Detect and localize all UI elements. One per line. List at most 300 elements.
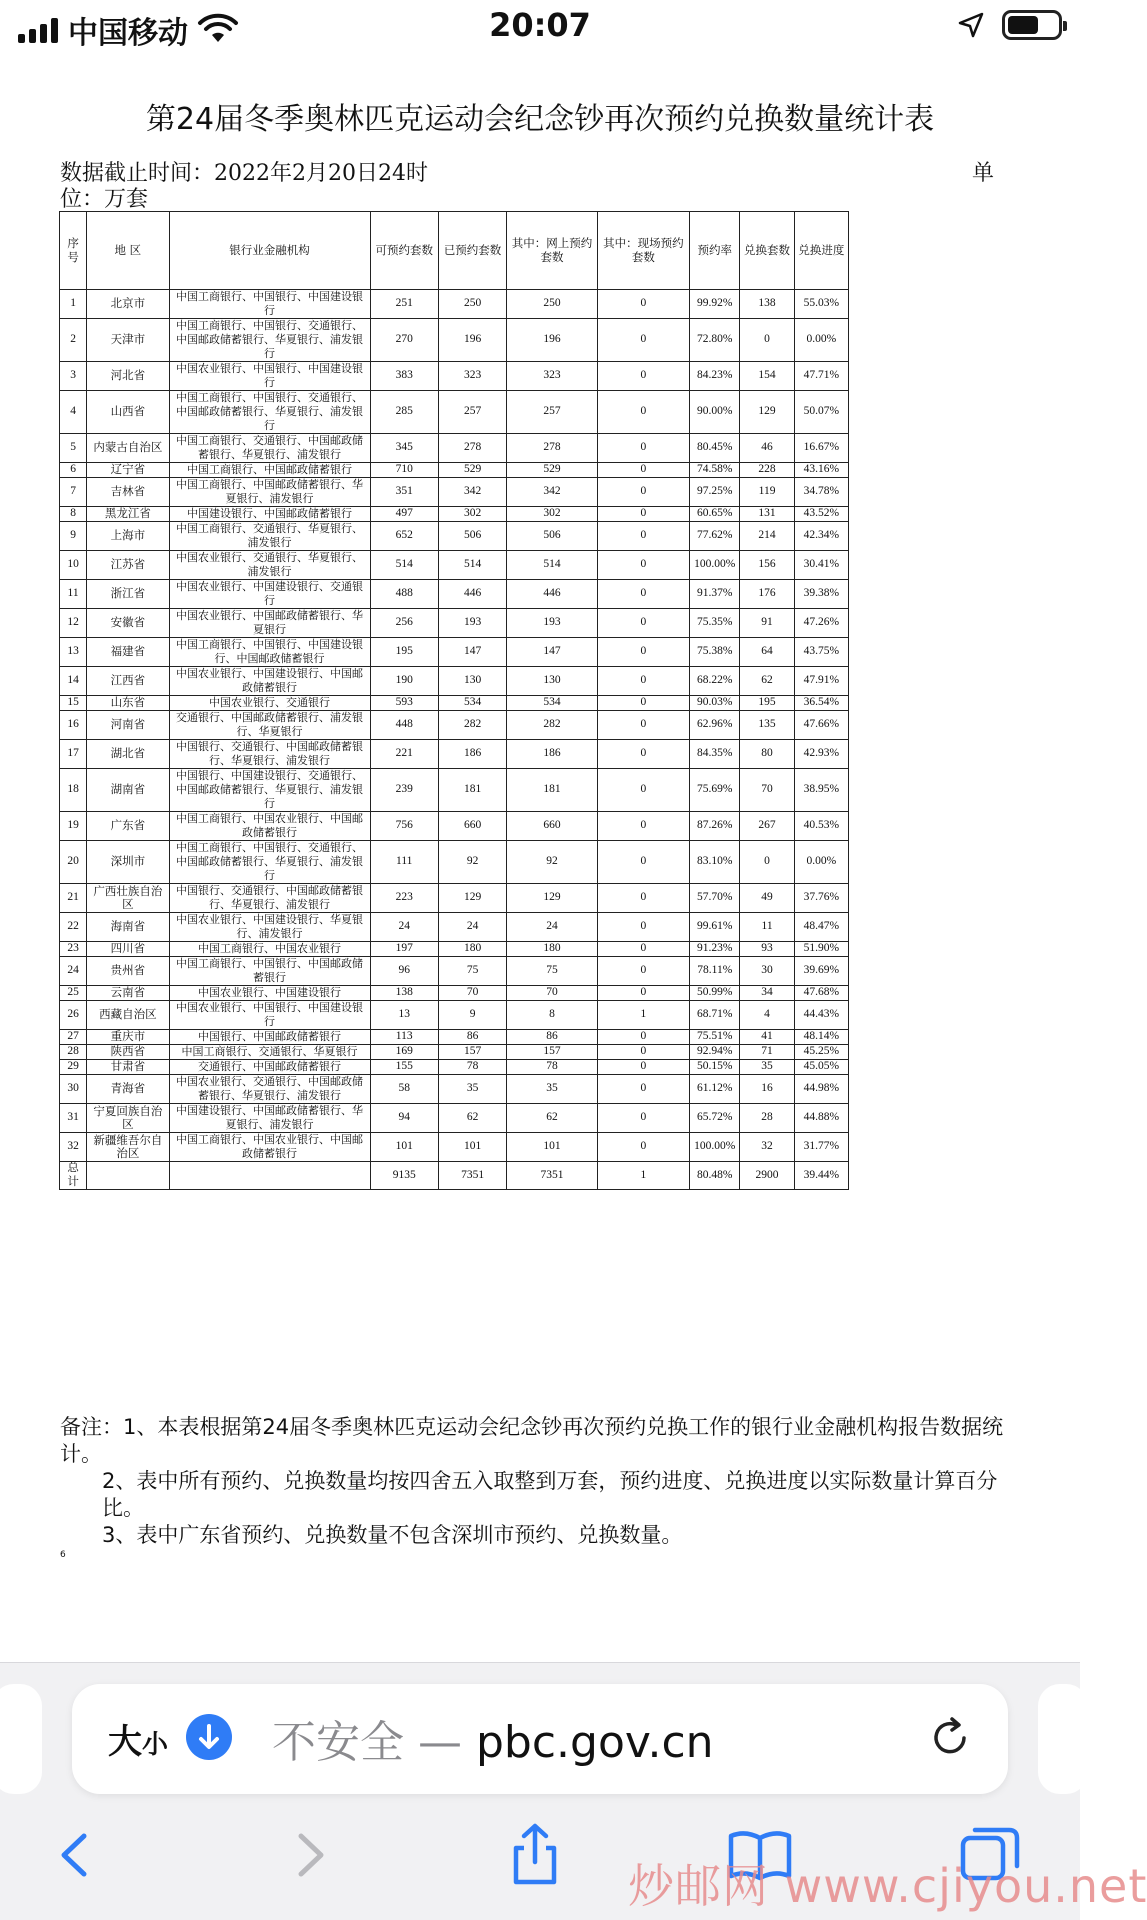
row-exchanged: 267 — [740, 812, 794, 841]
row-region: 河北省 — [87, 362, 169, 391]
row-region: 广东省 — [87, 812, 169, 841]
row-reservation-rate: 65.72% — [690, 1104, 740, 1133]
row-exchange-progress: 45.05% — [794, 1060, 848, 1075]
row-index: 3 — [60, 362, 87, 391]
row-available: 111 — [370, 841, 438, 884]
row-reserved: 130 — [438, 667, 506, 696]
row-onsite: 0 — [597, 711, 689, 740]
row-online: 35 — [507, 1075, 597, 1104]
row-available: 169 — [370, 1045, 438, 1060]
row-exchanged: 41 — [740, 1030, 794, 1045]
row-reservation-rate: 87.26% — [690, 812, 740, 841]
row-online: 24 — [507, 913, 597, 942]
share-icon[interactable] — [500, 1820, 570, 1890]
unit-label-part2: 位：万套 — [60, 187, 149, 212]
row-online: 282 — [507, 711, 597, 740]
row-reserved: 101 — [438, 1133, 506, 1162]
row-institutions: 中国建设银行、中国邮政储蓄银行、华夏银行、浦发银行 — [169, 1104, 370, 1133]
row-online: 129 — [507, 884, 597, 913]
row-index: 25 — [60, 986, 87, 1001]
row-exchange-progress: 40.53% — [794, 812, 848, 841]
total-row-online: 7351 — [507, 1162, 597, 1190]
row-available: 448 — [370, 711, 438, 740]
row-exchanged: 35 — [740, 1060, 794, 1075]
row-onsite: 0 — [597, 812, 689, 841]
row-index: 2 — [60, 319, 87, 362]
row-reservation-rate: 61.12% — [690, 1075, 740, 1104]
row-onsite: 0 — [597, 522, 689, 551]
row-region: 深圳市 — [87, 841, 169, 884]
row-available: 195 — [370, 638, 438, 667]
header-cell: 已预约套数 — [438, 212, 506, 290]
row-available: 514 — [370, 551, 438, 580]
row-region: 甘肃省 — [87, 1060, 169, 1075]
previous-tab-preview[interactable] — [0, 1684, 42, 1794]
row-exchange-progress: 47.66% — [794, 711, 848, 740]
header-cell: 可预约套数 — [370, 212, 438, 290]
row-exchange-progress: 44.98% — [794, 1075, 848, 1104]
table-row — [60, 1045, 849, 1060]
row-online: 8 — [507, 1001, 597, 1030]
row-index: 22 — [60, 913, 87, 942]
row-index: 28 — [60, 1045, 87, 1060]
row-institutions: 中国工商银行、中国银行、中国建设银行 — [169, 290, 370, 319]
row-index: 17 — [60, 740, 87, 769]
row-exchange-progress: 43.52% — [794, 507, 848, 522]
page-title: 第24届冬季奥林匹克运动会纪念钞再次预约兑换数量统计表 — [145, 102, 935, 137]
row-reserved: 446 — [438, 580, 506, 609]
row-institutions: 中国工商银行、中国农业银行、中国邮政储蓄银行 — [169, 1133, 370, 1162]
row-reserved: 180 — [438, 942, 506, 957]
row-online: 529 — [507, 463, 597, 478]
clock: 20:07 — [489, 6, 591, 44]
table-row — [60, 522, 849, 551]
row-available: 593 — [370, 696, 438, 711]
row-online: 257 — [507, 391, 597, 434]
row-reserved: 278 — [438, 434, 506, 463]
row-reservation-rate: 75.38% — [690, 638, 740, 667]
row-region: 湖南省 — [87, 769, 169, 812]
row-online: 62 — [507, 1104, 597, 1133]
row-index: 19 — [60, 812, 87, 841]
row-available: 190 — [370, 667, 438, 696]
row-exchanged: 129 — [740, 391, 794, 434]
row-exchanged: 195 — [740, 696, 794, 711]
row-region: 安徽省 — [87, 609, 169, 638]
row-online: 323 — [507, 362, 597, 391]
table-row — [60, 711, 849, 740]
row-onsite: 0 — [597, 1045, 689, 1060]
row-index: 16 — [60, 711, 87, 740]
row-exchanged: 176 — [740, 580, 794, 609]
forward-icon[interactable] — [275, 1820, 345, 1890]
row-reserved: 86 — [438, 1030, 506, 1045]
row-region: 河南省 — [87, 711, 169, 740]
row-institutions: 中国农业银行、中国建设银行、交通银行 — [169, 580, 370, 609]
row-exchanged: 11 — [740, 913, 794, 942]
row-exchanged: 93 — [740, 942, 794, 957]
table-row — [60, 942, 849, 957]
row-exchanged: 154 — [740, 362, 794, 391]
note-2: 2、表中所有预约、兑换数量均按四舍五入取整到万套，预约进度、兑换进度以实际数量计算百分比。 — [102, 1469, 998, 1520]
row-available: 113 — [370, 1030, 438, 1045]
row-region: 江西省 — [87, 667, 169, 696]
row-institutions: 中国工商银行、交通银行、华夏银行、浦发银行 — [169, 522, 370, 551]
row-online: 193 — [507, 609, 597, 638]
row-index: 27 — [60, 1030, 87, 1045]
row-exchange-progress: 31.77% — [794, 1133, 848, 1162]
row-reservation-rate: 50.15% — [690, 1060, 740, 1075]
row-index: 11 — [60, 580, 87, 609]
row-institutions: 中国工商银行、中国银行、中国建设银行、中国邮政储蓄银行 — [169, 638, 370, 667]
row-available: 221 — [370, 740, 438, 769]
row-exchange-progress: 51.90% — [794, 942, 848, 957]
row-region: 湖北省 — [87, 740, 169, 769]
row-exchange-progress: 39.69% — [794, 957, 848, 986]
row-exchange-progress: 50.07% — [794, 391, 848, 434]
row-exchange-progress: 47.91% — [794, 667, 848, 696]
row-reservation-rate: 74.58% — [690, 463, 740, 478]
row-institutions: 中国农业银行、交通银行、中国邮政储蓄银行、华夏银行、浦发银行 — [169, 1075, 370, 1104]
row-region: 北京市 — [87, 290, 169, 319]
row-region: 贵州省 — [87, 957, 169, 986]
row-reservation-rate: 90.00% — [690, 391, 740, 434]
row-online: 196 — [507, 319, 597, 362]
location-arrow-icon — [958, 12, 984, 38]
row-exchange-progress: 44.88% — [794, 1104, 848, 1133]
table-row — [60, 478, 849, 507]
row-index: 9 — [60, 522, 87, 551]
header-cell: 其中：现场预约套数 — [597, 212, 689, 290]
table-row — [60, 769, 849, 812]
row-exchanged: 4 — [740, 1001, 794, 1030]
row-exchanged: 0 — [740, 841, 794, 884]
row-onsite: 0 — [597, 638, 689, 667]
row-exchanged: 70 — [740, 769, 794, 812]
table-row — [60, 667, 849, 696]
row-onsite: 0 — [597, 957, 689, 986]
row-reserved: 196 — [438, 319, 506, 362]
row-available: 383 — [370, 362, 438, 391]
note-1: 备注：1、本表根据第24届冬季奥林匹克运动会纪念钞再次预约兑换工作的银行业金融机构报告数据统计。 — [60, 1415, 1004, 1466]
row-reserved: 157 — [438, 1045, 506, 1060]
download-icon[interactable] — [186, 1714, 232, 1760]
row-region: 云南省 — [87, 986, 169, 1001]
row-index: 26 — [60, 1001, 87, 1030]
row-online: 342 — [507, 478, 597, 507]
row-available: 239 — [370, 769, 438, 812]
row-exchange-progress: 47.68% — [794, 986, 848, 1001]
status-bar — [0, 0, 1080, 54]
table-row — [60, 986, 849, 1001]
header-cell: 预约率 — [690, 212, 740, 290]
row-exchange-progress: 0.00% — [794, 841, 848, 884]
table-row — [60, 841, 849, 884]
table-row — [60, 551, 849, 580]
next-tab-preview[interactable] — [1038, 1684, 1088, 1794]
row-region: 吉林省 — [87, 478, 169, 507]
row-exchanged: 34 — [740, 986, 794, 1001]
row-region: 黑龙江省 — [87, 507, 169, 522]
row-available: 197 — [370, 942, 438, 957]
row-region: 上海市 — [87, 522, 169, 551]
table-row — [60, 884, 849, 913]
row-exchange-progress: 42.34% — [794, 522, 848, 551]
row-institutions: 中国银行、交通银行、中国邮政储蓄银行、华夏银行、浦发银行 — [169, 884, 370, 913]
row-reservation-rate: 83.10% — [690, 841, 740, 884]
row-reserved: 35 — [438, 1075, 506, 1104]
row-index: 8 — [60, 507, 87, 522]
row-exchanged: 46 — [740, 434, 794, 463]
row-reserved: 506 — [438, 522, 506, 551]
row-onsite: 0 — [597, 942, 689, 957]
row-reservation-rate: 92.94% — [690, 1045, 740, 1060]
table-row — [60, 391, 849, 434]
row-institutions: 中国农业银行、交通银行 — [169, 696, 370, 711]
row-reservation-rate: 90.03% — [690, 696, 740, 711]
row-index: 5 — [60, 434, 87, 463]
row-exchanged: 28 — [740, 1104, 794, 1133]
row-exchange-progress: 36.54% — [794, 696, 848, 711]
row-available: 94 — [370, 1104, 438, 1133]
row-reserved: 529 — [438, 463, 506, 478]
text-size-button[interactable]: 大小 — [108, 1722, 169, 1762]
row-available: 96 — [370, 957, 438, 986]
row-institutions: 中国银行、中国建设银行、交通银行、中国邮政储蓄银行、华夏银行、浦发银行 — [169, 769, 370, 812]
row-reserved: 302 — [438, 507, 506, 522]
row-exchange-progress: 47.26% — [794, 609, 848, 638]
row-exchange-progress: 43.16% — [794, 463, 848, 478]
row-institutions: 中国农业银行、中国建设银行 — [169, 986, 370, 1001]
total-row-onsite: 1 — [597, 1162, 689, 1190]
row-reserved: 78 — [438, 1060, 506, 1075]
row-online: 101 — [507, 1133, 597, 1162]
row-reserved: 181 — [438, 769, 506, 812]
row-reservation-rate: 97.25% — [690, 478, 740, 507]
row-region: 山西省 — [87, 391, 169, 434]
row-reserved: 323 — [438, 362, 506, 391]
row-exchange-progress: 39.38% — [794, 580, 848, 609]
row-onsite: 0 — [597, 1060, 689, 1075]
table-row — [60, 1030, 849, 1045]
row-reservation-rate: 68.71% — [690, 1001, 740, 1030]
address-bar[interactable] — [72, 1684, 1008, 1794]
row-reservation-rate: 77.62% — [690, 522, 740, 551]
row-onsite: 0 — [597, 1075, 689, 1104]
row-reserved: 147 — [438, 638, 506, 667]
row-exchanged: 64 — [740, 638, 794, 667]
row-exchange-progress: 37.76% — [794, 884, 848, 913]
row-index: 24 — [60, 957, 87, 986]
total-row-exchange-progress: 39.44% — [794, 1162, 848, 1190]
row-exchange-progress: 42.93% — [794, 740, 848, 769]
row-exchanged: 91 — [740, 609, 794, 638]
pdf-document[interactable] — [0, 54, 1080, 1654]
row-region: 新疆维吾尔自治区 — [87, 1133, 169, 1162]
row-exchange-progress: 45.25% — [794, 1045, 848, 1060]
row-institutions: 中国工商银行、中国邮政储蓄银行、华夏银行、浦发银行 — [169, 478, 370, 507]
row-onsite: 0 — [597, 1104, 689, 1133]
row-onsite: 0 — [597, 290, 689, 319]
row-available: 256 — [370, 609, 438, 638]
row-reservation-rate: 50.99% — [690, 986, 740, 1001]
row-online: 157 — [507, 1045, 597, 1060]
row-onsite: 0 — [597, 696, 689, 711]
row-index: 31 — [60, 1104, 87, 1133]
row-exchanged: 228 — [740, 463, 794, 478]
row-online: 180 — [507, 942, 597, 957]
row-region: 陕西省 — [87, 1045, 169, 1060]
row-reserved: 186 — [438, 740, 506, 769]
row-index: 15 — [60, 696, 87, 711]
row-reservation-rate: 91.37% — [690, 580, 740, 609]
table-row — [60, 1133, 849, 1162]
row-institutions: 中国工商银行、交通银行、中国邮政储蓄银行、华夏银行、浦发银行 — [169, 434, 370, 463]
row-onsite: 0 — [597, 667, 689, 696]
table-row — [60, 1075, 849, 1104]
row-exchanged: 156 — [740, 551, 794, 580]
header-cell: 兑换进度 — [794, 212, 848, 290]
row-exchange-progress: 38.95% — [794, 769, 848, 812]
table-row — [60, 1001, 849, 1030]
row-onsite: 0 — [597, 580, 689, 609]
row-online: 660 — [507, 812, 597, 841]
unit-label-part1: 单 — [972, 161, 995, 186]
row-exchange-progress: 0.00% — [794, 319, 848, 362]
row-exchange-progress: 34.78% — [794, 478, 848, 507]
row-institutions: 中国工商银行、交通银行、华夏银行 — [169, 1045, 370, 1060]
row-available: 270 — [370, 319, 438, 362]
table-row — [60, 434, 849, 463]
row-index: 21 — [60, 884, 87, 913]
row-onsite: 1 — [597, 1001, 689, 1030]
row-online: 506 — [507, 522, 597, 551]
row-region: 重庆市 — [87, 1030, 169, 1045]
row-exchange-progress: 43.75% — [794, 638, 848, 667]
row-available: 101 — [370, 1133, 438, 1162]
row-institutions: 中国银行、交通银行、中国邮政储蓄银行、华夏银行、浦发银行 — [169, 740, 370, 769]
row-institutions: 中国农业银行、交通银行、华夏银行、浦发银行 — [169, 551, 370, 580]
row-reservation-rate: 100.00% — [690, 551, 740, 580]
row-institutions: 中国农业银行、中国建设银行、华夏银行、浦发银行 — [169, 913, 370, 942]
row-online: 250 — [507, 290, 597, 319]
row-reservation-rate: 99.92% — [690, 290, 740, 319]
row-onsite: 0 — [597, 391, 689, 434]
row-onsite: 0 — [597, 478, 689, 507]
table-row — [60, 609, 849, 638]
back-icon[interactable] — [40, 1820, 110, 1890]
row-onsite: 0 — [597, 769, 689, 812]
row-region: 西藏自治区 — [87, 1001, 169, 1030]
row-available: 223 — [370, 884, 438, 913]
reload-icon[interactable] — [926, 1714, 974, 1762]
row-available: 138 — [370, 986, 438, 1001]
row-reserved: 75 — [438, 957, 506, 986]
row-index: 14 — [60, 667, 87, 696]
row-reservation-rate: 72.80% — [690, 319, 740, 362]
table-row — [60, 696, 849, 711]
row-onsite: 0 — [597, 551, 689, 580]
row-index: 30 — [60, 1075, 87, 1104]
row-institutions: 中国建设银行、中国邮政储蓄银行 — [169, 507, 370, 522]
row-exchanged: 32 — [740, 1133, 794, 1162]
row-available: 710 — [370, 463, 438, 478]
row-reserved: 534 — [438, 696, 506, 711]
row-institutions: 中国工商银行、中国银行、中国邮政储蓄银行 — [169, 957, 370, 986]
row-reservation-rate: 84.23% — [690, 362, 740, 391]
row-available: 488 — [370, 580, 438, 609]
row-index: 7 — [60, 478, 87, 507]
footnotes — [60, 1414, 1020, 1549]
row-available: 24 — [370, 913, 438, 942]
table-row — [60, 1104, 849, 1133]
row-index: 6 — [60, 463, 87, 478]
row-online: 278 — [507, 434, 597, 463]
row-reserved: 62 — [438, 1104, 506, 1133]
row-reserved: 660 — [438, 812, 506, 841]
row-reservation-rate: 80.45% — [690, 434, 740, 463]
row-region: 内蒙古自治区 — [87, 434, 169, 463]
table-row — [60, 319, 849, 362]
table-row — [60, 913, 849, 942]
header-cell: 兑换套数 — [740, 212, 794, 290]
row-institutions: 中国农业银行、中国银行、中国建设银行 — [169, 1001, 370, 1030]
total-row-reserved: 7351 — [438, 1162, 506, 1190]
url-text[interactable]: 不安全 — pbc.gov.cn — [272, 1717, 714, 1768]
row-reserved: 193 — [438, 609, 506, 638]
row-onsite: 0 — [597, 362, 689, 391]
row-index: 20 — [60, 841, 87, 884]
row-institutions: 交通银行、中国邮政储蓄银行、浦发银行、华夏银行 — [169, 711, 370, 740]
row-reservation-rate: 75.69% — [690, 769, 740, 812]
row-institutions: 中国工商银行、中国银行、交通银行、中国邮政储蓄银行、华夏银行、浦发银行 — [169, 319, 370, 362]
header-cell: 地 区 — [87, 212, 169, 290]
row-exchanged: 62 — [740, 667, 794, 696]
row-index: 29 — [60, 1060, 87, 1075]
row-institutions: 交通银行、中国邮政储蓄银行 — [169, 1060, 370, 1075]
row-available: 345 — [370, 434, 438, 463]
row-region: 辽宁省 — [87, 463, 169, 478]
row-institutions: 中国农业银行、中国建设银行、中国邮政储蓄银行 — [169, 667, 370, 696]
row-region: 江苏省 — [87, 551, 169, 580]
row-available: 285 — [370, 391, 438, 434]
row-index: 13 — [60, 638, 87, 667]
row-reservation-rate: 60.65% — [690, 507, 740, 522]
row-institutions: 中国工商银行、中国农业银行、中国邮政储蓄银行 — [169, 812, 370, 841]
row-onsite: 0 — [597, 913, 689, 942]
row-available: 497 — [370, 507, 438, 522]
row-available: 756 — [370, 812, 438, 841]
battery-icon — [1002, 10, 1062, 40]
row-exchanged: 16 — [740, 1075, 794, 1104]
row-available: 351 — [370, 478, 438, 507]
data-cutoff-time: 数据截止时间：2022年2月20日24时 — [60, 161, 428, 186]
row-index: 18 — [60, 769, 87, 812]
row-onsite: 0 — [597, 740, 689, 769]
row-available: 251 — [370, 290, 438, 319]
row-exchanged: 0 — [740, 319, 794, 362]
page-number: 6 — [60, 1550, 66, 1560]
row-reservation-rate: 78.11% — [690, 957, 740, 986]
row-onsite: 0 — [597, 434, 689, 463]
row-available: 58 — [370, 1075, 438, 1104]
row-reservation-rate: 68.22% — [690, 667, 740, 696]
row-online: 92 — [507, 841, 597, 884]
row-online: 70 — [507, 986, 597, 1001]
row-reserved: 282 — [438, 711, 506, 740]
row-exchanged: 49 — [740, 884, 794, 913]
table-row — [60, 580, 849, 609]
